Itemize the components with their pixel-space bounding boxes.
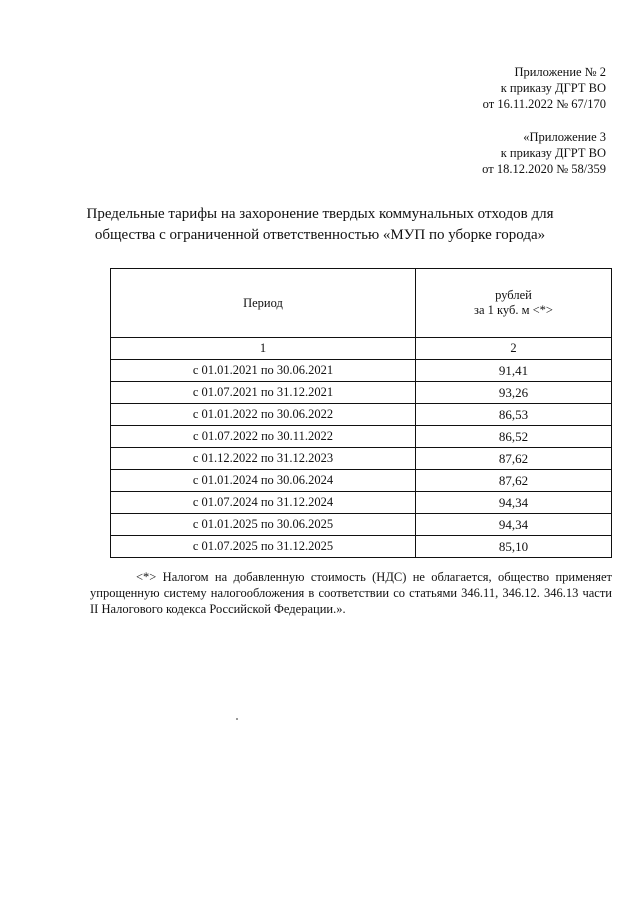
- scan-speck: [236, 718, 238, 720]
- tariff-value-cell: 86,53: [416, 404, 612, 426]
- table-row: [111, 492, 612, 514]
- tariff-value-cell: 91,41: [416, 360, 612, 382]
- table-row: [111, 536, 612, 558]
- title-line: Предельные тарифы на захоронение твердых коммунальных отходов для: [86, 206, 554, 222]
- column-number-row: [111, 338, 612, 360]
- table-row: [111, 382, 612, 404]
- appendix-line: к приказу ДГРТ ВО: [500, 146, 606, 160]
- appendix-line: к приказу ДГРТ ВО: [500, 81, 606, 95]
- title-line: общества с ограниченной ответственностью «МУП по уборке города»: [94, 227, 546, 243]
- table-row: [111, 360, 612, 382]
- table-row: [111, 470, 612, 492]
- appendix-line: от 16.11.2022 № 67/170: [482, 97, 606, 111]
- appendix-header: [483, 64, 606, 112]
- period-cell: с 01.07.2022 по 30.11.2022: [111, 426, 416, 448]
- period-cell: с 01.07.2021 по 31.12.2021: [111, 382, 416, 404]
- column-number: 1: [111, 338, 416, 360]
- period-cell: с 01.12.2022 по 31.12.2023: [111, 448, 416, 470]
- tariff-value-cell: 93,26: [416, 382, 612, 404]
- tariff-value-cell: 85,10: [416, 536, 612, 558]
- appendix-line: «Приложение 3: [523, 130, 606, 144]
- period-cell: с 01.01.2025 по 30.06.2025: [111, 514, 416, 536]
- tariff-table: [110, 268, 612, 558]
- price-column-header: [416, 269, 612, 338]
- period-column-header: Период: [111, 269, 416, 338]
- period-cell: с 01.01.2024 по 30.06.2024: [111, 470, 416, 492]
- tariff-value-cell: 94,34: [416, 492, 612, 514]
- period-cell: с 01.01.2021 по 30.06.2021: [111, 360, 416, 382]
- document-title: [40, 204, 600, 246]
- table-row: [111, 448, 612, 470]
- footnote-text: <*> Налогом на добавленную стоимость (НДС) не облагается, общество применяет упрощенную систему налогообложения в соответствии со статьями 346.11, 346.12. 346.13 части II Налогового кодекса Российской Федерации.».: [90, 570, 612, 616]
- table-row: [111, 514, 612, 536]
- table-row: [111, 404, 612, 426]
- previous-appendix-header: [482, 129, 606, 177]
- column-number: 2: [416, 338, 612, 360]
- period-cell: с 01.07.2025 по 31.12.2025: [111, 536, 416, 558]
- appendix-line: Приложение № 2: [514, 65, 606, 79]
- footnote: [90, 569, 612, 617]
- table-header-row: [111, 269, 612, 338]
- appendix-line: от 18.12.2020 № 58/359: [482, 162, 606, 176]
- price-unit-label: рублей: [495, 288, 532, 302]
- period-cell: с 01.01.2022 по 30.06.2022: [111, 404, 416, 426]
- tariff-value-cell: 87,62: [416, 448, 612, 470]
- price-measure-label: за 1 куб. м <*>: [474, 303, 553, 317]
- period-cell: с 01.07.2024 по 31.12.2024: [111, 492, 416, 514]
- tariff-value-cell: 86,52: [416, 426, 612, 448]
- tariff-value-cell: 87,62: [416, 470, 612, 492]
- table-row: [111, 426, 612, 448]
- tariff-value-cell: 94,34: [416, 514, 612, 536]
